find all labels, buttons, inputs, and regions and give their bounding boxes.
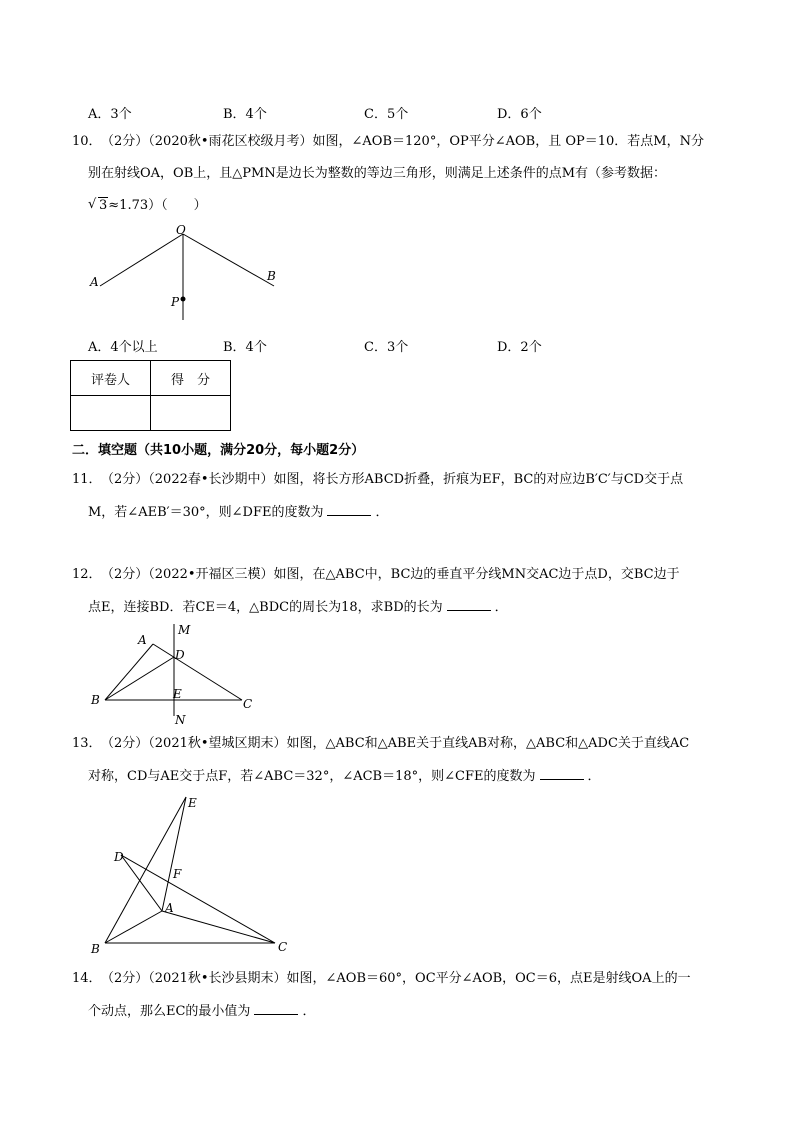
q10-line-2: 别在射线OA，OB上，且△PMN是边长为整数的等边三角形，则满足上述条件的点M有（参考数据： — [88, 166, 666, 181]
q13-figure — [85, 793, 300, 958]
q13-answer-blank — [540, 767, 584, 780]
q12-label-c: C — [243, 697, 253, 711]
q9-option-c: C．5个 — [364, 107, 409, 122]
q10-line-1: （2分）（2020秋•雨花区校级月考）如图，∠AOB＝120°，OP平分∠AOB，且 OP＝10．若点M，N分 — [101, 134, 704, 149]
q12-label-b: B — [91, 693, 100, 707]
score-table-score-header: 得 分 — [151, 361, 231, 396]
q11-line-2: M，若∠AEB′＝30°，则∠DFE的度数为 ． — [88, 505, 389, 520]
q12-label-d: D — [175, 648, 185, 662]
score-table — [70, 360, 231, 431]
q13-label-e: E — [188, 796, 197, 810]
q10-line-3-rest: ≈1.73）（ ） — [108, 198, 207, 213]
q10-number: 10． — [72, 134, 102, 149]
q10-label-o: O — [176, 223, 186, 237]
q13-line-1: （2分）（2021秋•望城区期末）如图，△ABC和△ABE关于直线AB对称，△ABC和△ADC关于直线AC — [101, 736, 690, 751]
q12-label-e: E — [173, 687, 182, 701]
q10-label-p: P — [171, 295, 180, 309]
q9-option-a: A．3个 — [88, 107, 132, 122]
q14-answer-blank — [254, 1002, 298, 1015]
q10-option-c: C．3个 — [364, 340, 409, 355]
q10-label-b: B — [267, 269, 276, 283]
q12-label-m: M — [178, 623, 191, 637]
sqrt-symbol: √ 3 — [88, 197, 108, 215]
score-table-score-cell — [151, 396, 231, 431]
q12-line-2: 点E，连接BD．若CE＝4，△BDC的周长为18，求BD的长为 ． — [88, 600, 508, 615]
q13-label-c: C — [278, 940, 288, 954]
q14-line-2: 个动点，那么EC的最小值为 ． — [88, 1004, 316, 1019]
q13-line-2: 对称，CD与AE交于点F，若∠ABC＝32°，∠ACB＝18°，则∠CFE的度数为 ． — [88, 769, 601, 784]
q10-option-b: B．4个 — [223, 340, 267, 355]
q11-number: 11． — [72, 472, 102, 487]
q12-line-1: （2分）（2022•开福区三模）如图，在△ABC中，BC边的垂直平分线MN交AC边于点D，交BC边于 — [101, 567, 680, 582]
section-2-title: 二．填空题（共10小题，满分20分，每小题2分） — [72, 443, 365, 458]
q13-label-b: B — [91, 942, 100, 956]
q10-option-d: D．2个 — [497, 340, 542, 355]
score-table-grader-cell — [71, 396, 151, 431]
q12-answer-blank — [447, 598, 491, 611]
q9-option-b: B．4个 — [223, 107, 267, 122]
q14-line-1: （2分）（2021秋•长沙县期末）如图，∠AOB＝60°，OC平分∠AOB，OC＝6，点E是射线OA上的一 — [101, 971, 691, 986]
q11-answer-blank — [327, 503, 371, 516]
q9-option-d: D．6个 — [497, 107, 542, 122]
q11-line-1: （2分）（2022春•长沙期中）如图，将长方形ABCD折叠，折痕为EF，BC的对应边B′C′与CD交于点 — [101, 472, 684, 487]
q10-option-a: A．4个以上 — [88, 340, 158, 355]
q13-label-f: F — [173, 867, 182, 881]
q12-label-n: N — [175, 713, 186, 727]
q10-figure — [80, 220, 300, 330]
q12-number: 12． — [72, 567, 102, 582]
q12-figure — [85, 620, 275, 730]
q14-number: 14． — [72, 971, 102, 986]
q10-label-a: A — [90, 275, 99, 289]
q13-label-a: A — [165, 901, 174, 915]
q10-line-3 — [88, 197, 207, 215]
q13-label-d: D — [114, 850, 124, 864]
score-table-grader-header: 评卷人 — [71, 361, 151, 396]
q12-label-a: A — [138, 633, 147, 647]
q13-number: 13． — [72, 736, 102, 751]
